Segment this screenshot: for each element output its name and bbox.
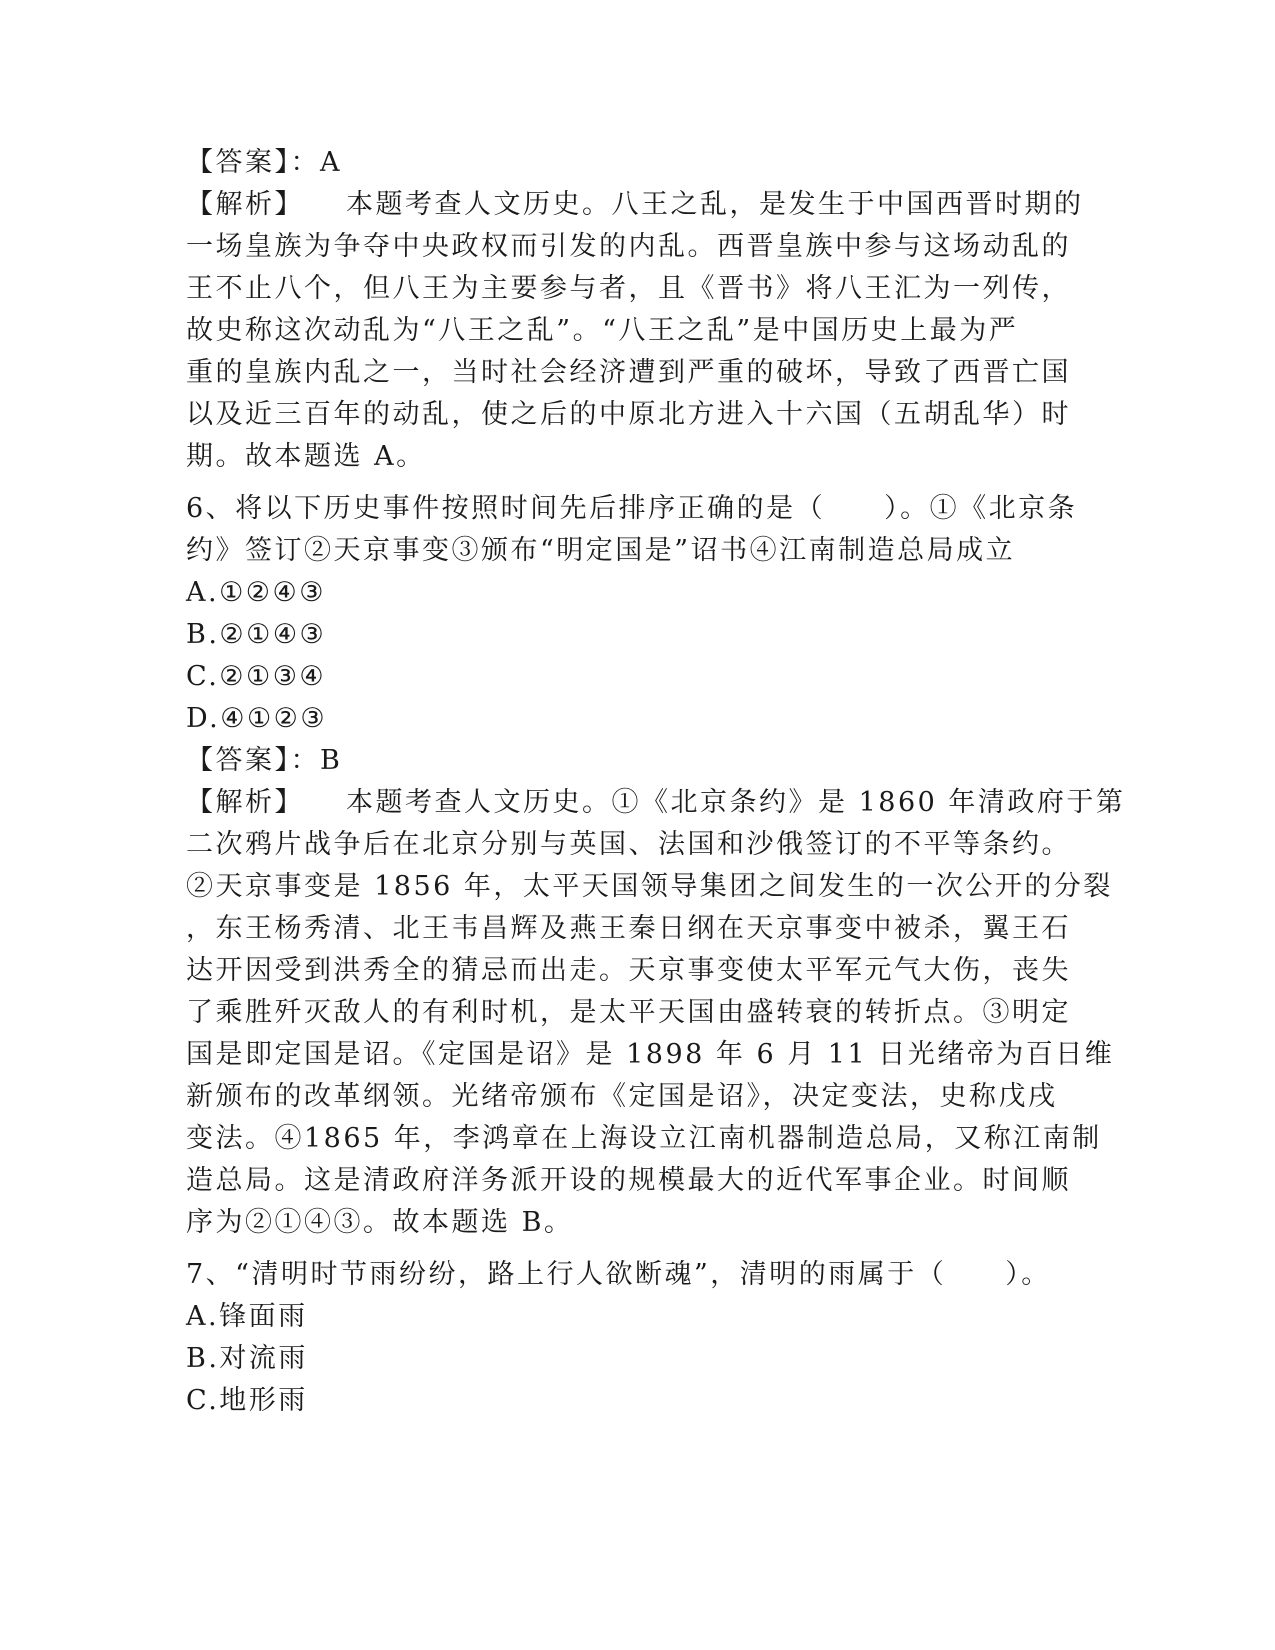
q6-option-b: B.②①④③ bbox=[186, 619, 327, 650]
answer-value: B bbox=[320, 745, 343, 776]
q6-analysis-line: ，东王杨秀清、北王韦昌辉及燕王秦日纲在天京事变中被杀，翼王石 bbox=[186, 913, 1071, 944]
analysis-text: 本题考查人文历史。①《北京条约》是 1860 年清政府于第 bbox=[346, 787, 1126, 818]
q6-answer bbox=[186, 740, 1086, 782]
analysis-label: 【解析】 bbox=[186, 189, 304, 220]
answer-label: 【答案】： bbox=[186, 745, 320, 776]
q5-analysis-line bbox=[186, 184, 1086, 226]
q6-analysis-line: 二次鸦片战争后在北京分别与英国、法国和沙俄签订的不平等条约。 bbox=[186, 829, 1071, 860]
q5-analysis-line: 故史称这次动乱为“八王之乱”。“八王之乱”是中国历史上最为严 bbox=[186, 315, 1019, 346]
analysis-label: 【解析】 bbox=[186, 787, 304, 818]
q6-option-a: A.①②④③ bbox=[186, 577, 326, 608]
document-page bbox=[186, 142, 1126, 1422]
q6-analysis-line: 达开因受到洪秀全的猜忌而出走。天京事变使太平军元气大伤，丧失 bbox=[186, 955, 1071, 986]
analysis-text: 本题考查人文历史。八王之乱，是发生于中国西晋时期的 bbox=[346, 189, 1084, 220]
q7-stem: 7、“清明时节雨纷纷，路上行人欲断魂”，清明的雨属于（ ）。 bbox=[186, 1259, 1051, 1290]
q6-stem-line: 约》签订②天京事变③颁布“明定国是”诏书④江南制造总局成立 bbox=[186, 535, 1016, 566]
answer-label: 【答案】： bbox=[186, 147, 320, 178]
q7-option-a: A.锋面雨 bbox=[186, 1301, 308, 1332]
q6-analysis-line bbox=[186, 782, 1126, 824]
q6-stem-line: 6、将以下历史事件按照时间先后排序正确的是（ ）。①《北京条 bbox=[186, 493, 1078, 524]
q6-analysis-line: 序为②①④③。故本题选 B。 bbox=[186, 1207, 574, 1238]
answer-value: A bbox=[320, 147, 342, 178]
q6-option-d: D.④①②③ bbox=[186, 703, 328, 734]
q6-option-c: C.②①③④ bbox=[186, 661, 327, 692]
q5-analysis-line: 一场皇族为争夺中央政权而引发的内乱。西晋皇族中参与这场动乱的 bbox=[186, 231, 1071, 262]
q6-analysis-line: 新颁布的改革纲领。光绪帝颁布《定国是诏》，决定变法，史称戊戌 bbox=[186, 1081, 1058, 1112]
q7-option-b: B.对流雨 bbox=[186, 1343, 308, 1374]
q5-analysis-line: 以及近三百年的动乱，使之后的中原北方进入十六国（五胡乱华）时 bbox=[186, 399, 1071, 430]
q6-analysis-line: 国是即定国是诏。《定国是诏》是 1898 年 6 月 11 日光绪帝为百日维 bbox=[186, 1039, 1115, 1070]
q5-analysis-line: 重的皇族内乱之一，当时社会经济遭到严重的破坏，导致了西晋亡国 bbox=[186, 357, 1071, 388]
q6-analysis-line: 造总局。这是清政府洋务派开设的规模最大的近代军事企业。时间顺 bbox=[186, 1165, 1071, 1196]
q5-analysis-line: 期。故本题选 A。 bbox=[186, 441, 426, 472]
q5-answer bbox=[186, 142, 1086, 184]
q6-analysis-line: 了乘胜歼灭敌人的有利时机，是太平天国由盛转衰的转折点。③明定 bbox=[186, 997, 1071, 1028]
q6-analysis-line: 变法。④1865 年，李鸿章在上海设立江南机器制造总局，又称江南制 bbox=[186, 1123, 1102, 1154]
q5-analysis-line: 王不止八个，但八王为主要参与者，且《晋书》将八王汇为一列传， bbox=[186, 273, 1071, 304]
q6-analysis-line: ②天京事变是 1856 年，太平天国领导集团之间发生的一次公开的分裂 bbox=[186, 871, 1113, 902]
q7-option-c: C.地形雨 bbox=[186, 1385, 308, 1416]
